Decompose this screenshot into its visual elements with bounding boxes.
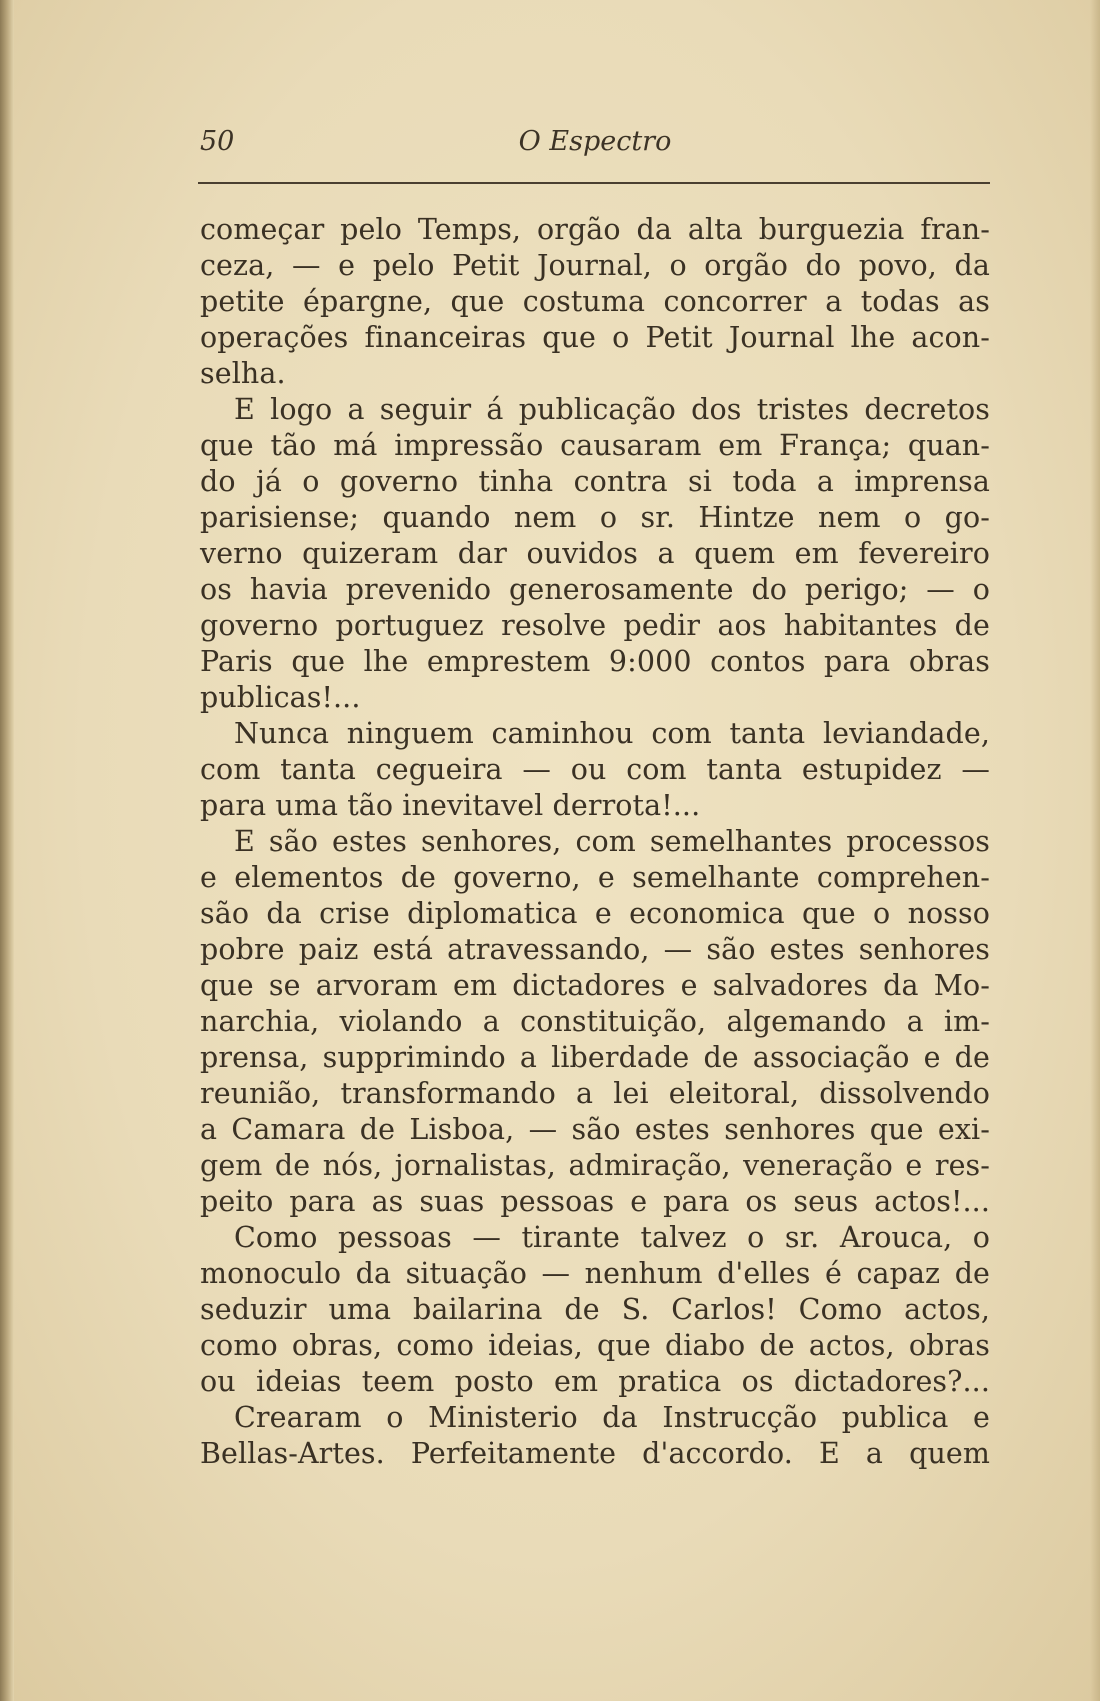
text-line: ceza, — e pelo Petit Journal, o orgão do povo, da (200, 249, 990, 282)
text-line: monoculo da situação — nenhum d'elles é capaz de (200, 1257, 990, 1290)
text-line: parisiense; quando nem o sr. Hintze nem o go- (200, 501, 990, 534)
text-line: E logo a seguir á publicação dos tristes decretos (234, 393, 990, 426)
text-line: pobre paiz está atravessando, — são estes senhores (200, 933, 990, 966)
running-title: O Espectro (518, 126, 672, 157)
text-line: Bellas-Artes. Perfeitamente d'accordo. E a quem (200, 1437, 990, 1470)
text-line: petite épargne, que costuma concorrer a todas as (200, 285, 990, 318)
text-line: com tanta cegueira — ou com tanta estupidez — (200, 753, 990, 786)
text-line: gem de nós, jornalistas, admiração, veneração e res- (200, 1149, 990, 1182)
text-line: que se arvoram em dictadores e salvadores da Mo- (200, 969, 990, 1002)
text-line: Nunca ninguem caminhou com tanta leviandade, (234, 717, 990, 750)
text-line: do já o governo tinha contra si toda a imprensa (200, 465, 990, 498)
page-binding-edge (0, 0, 14, 1701)
text-line: selha. (200, 357, 286, 390)
page-number: 50 (200, 126, 235, 157)
text-line: publicas!... (200, 681, 361, 714)
page-header (200, 122, 990, 162)
text-line: os havia prevenido generosamente do perigo; — o (200, 573, 990, 606)
text-line: operações financeiras que o Petit Journal lhe acon- (200, 321, 990, 354)
text-line: reunião, transformando a lei eleitoral, dissolvendo (200, 1077, 990, 1110)
text-line: e elementos de governo, e semelhante comprehen- (200, 861, 990, 894)
text-line: seduzir uma bailarina de S. Carlos! Como actos, (200, 1293, 990, 1326)
text-line: Como pessoas — tirante talvez o sr. Arouca, o (234, 1221, 990, 1254)
text-line: governo portuguez resolve pedir aos habitantes de (200, 609, 990, 642)
text-line: são da crise diplomatica e economica que o nosso (200, 897, 990, 930)
text-line: narchia, violando a constituição, algemando a im- (200, 1005, 990, 1038)
page-outer-edge (1090, 0, 1100, 1701)
text-line: Paris que lhe emprestem 9:000 contos para obras (200, 645, 990, 678)
text-line: verno quizeram dar ouvidos a quem em fevereiro (200, 537, 990, 570)
text-line: ou ideias teem posto em pratica os dictadores?... (200, 1365, 990, 1398)
text-line: começar pelo Temps, orgão da alta burguezia fran- (200, 213, 990, 246)
text-line: para uma tão inevitavel derrota!... (200, 789, 701, 822)
text-line: como obras, como ideias, que diabo de actos, obras (200, 1329, 990, 1362)
text-line: peito para as suas pessoas e para os seus actos!... (200, 1185, 990, 1218)
text-line: Crearam o Ministerio da Instrucção publica e (234, 1401, 990, 1434)
header-rule (198, 182, 990, 184)
text-line: a Camara de Lisboa, — são estes senhores que exi- (200, 1113, 990, 1146)
text-line: que tão má impressão causaram em França; quan- (200, 429, 990, 462)
body-text (200, 212, 990, 1472)
text-line: prensa, supprimindo a liberdade de associação e de (200, 1041, 990, 1074)
text-line: E são estes senhores, com semelhantes processos (234, 825, 990, 858)
